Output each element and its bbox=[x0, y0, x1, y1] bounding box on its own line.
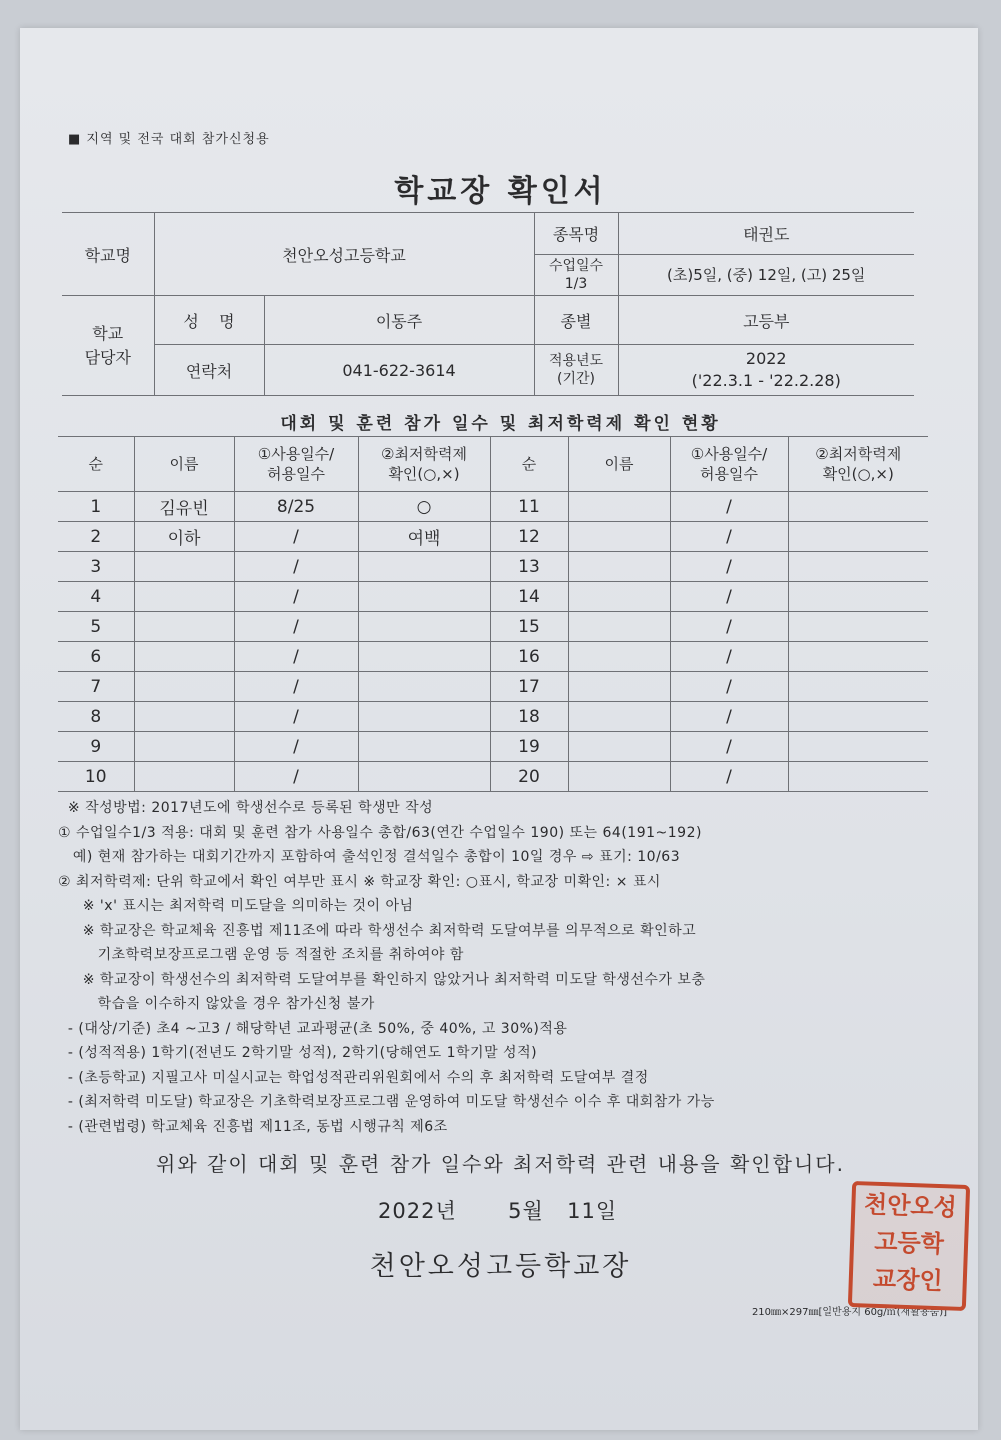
cell-check bbox=[788, 672, 928, 702]
cell-no: 13 bbox=[490, 552, 568, 582]
event-value: 태권도 bbox=[618, 213, 914, 255]
header-name: 이름 bbox=[568, 437, 670, 492]
table-row bbox=[58, 642, 928, 672]
date-year: 2022년 bbox=[378, 1199, 457, 1223]
cell-no: 20 bbox=[490, 762, 568, 792]
cell-no: 18 bbox=[490, 702, 568, 732]
note-line: ※ 'x' 표시는 최저학력 미도달을 의미하는 것이 아님 bbox=[58, 898, 414, 914]
cell-name bbox=[134, 612, 234, 642]
cell-name bbox=[134, 552, 234, 582]
table-row bbox=[58, 702, 928, 732]
contact-value: 041-622-3614 bbox=[264, 345, 534, 396]
event-label: 종목명 bbox=[534, 213, 618, 255]
table-row bbox=[58, 612, 928, 642]
cell-check bbox=[788, 612, 928, 642]
cell-name bbox=[568, 522, 670, 552]
cell-check: 여백 bbox=[358, 522, 490, 552]
cell-no: 19 bbox=[490, 732, 568, 762]
year-label: 적용년도 (기간) bbox=[534, 345, 618, 396]
note-line: - (초등학교) 지필고사 미실시교는 학업성적관리위원회에서 수의 후 최저학력 도달여부 결정 bbox=[58, 1069, 649, 1086]
name-label: 성 명 bbox=[154, 296, 264, 345]
cell-days: / bbox=[670, 642, 788, 672]
cell-check bbox=[358, 762, 490, 792]
cell-check bbox=[788, 552, 928, 582]
cell-name bbox=[568, 672, 670, 702]
cell-name bbox=[568, 702, 670, 732]
cell-no: 2 bbox=[58, 522, 134, 552]
issue-date bbox=[378, 1195, 617, 1225]
cell-name bbox=[568, 582, 670, 612]
cell-no: 7 bbox=[58, 672, 134, 702]
division-label: 종별 bbox=[534, 296, 618, 345]
cell-name bbox=[568, 612, 670, 642]
header-no: 순 bbox=[58, 437, 134, 492]
roster-table bbox=[58, 436, 928, 792]
cell-check bbox=[358, 642, 490, 672]
cell-check bbox=[788, 582, 928, 612]
cell-check bbox=[788, 702, 928, 732]
table-row bbox=[58, 552, 928, 582]
cell-no: 5 bbox=[58, 612, 134, 642]
cell-days: / bbox=[234, 702, 358, 732]
seal-line: 교장인 bbox=[872, 1263, 944, 1296]
cell-no: 6 bbox=[58, 642, 134, 672]
header-check: ②최저학력제 확인(○,×) bbox=[788, 437, 928, 492]
cell-days: / bbox=[670, 732, 788, 762]
class-days-label: 수업일수 1/3 bbox=[534, 254, 618, 296]
signer-name: 천안오성고등학교장 bbox=[369, 1251, 632, 1282]
top-note: ■ 지역 및 전국 대회 참가신청용 bbox=[68, 132, 270, 147]
note-line: 예) 현재 참가하는 대회기간까지 포함하여 출석인정 결석일수 총합이 10일 경우 ⇨ 표기: 10/63 bbox=[58, 849, 681, 865]
cell-days: / bbox=[234, 612, 358, 642]
note-line: - (관련법령) 학교체육 진흥법 제11조, 동법 시행규칙 제6조 bbox=[58, 1118, 448, 1135]
cell-check bbox=[358, 702, 490, 732]
cell-no: 9 bbox=[58, 732, 134, 762]
cell-check bbox=[358, 672, 490, 702]
cell-name bbox=[134, 702, 234, 732]
footer-paper-spec: 210㎜×297㎜[일반용지 60g/㎡(재활용품)] bbox=[751, 1307, 947, 1318]
cell-days: / bbox=[234, 582, 358, 612]
cell-check bbox=[788, 762, 928, 792]
header-days: ①사용일수/ 허용일수 bbox=[670, 437, 788, 492]
page-title: 학교장 확인서 bbox=[394, 174, 607, 209]
notes-block bbox=[58, 796, 938, 1139]
cell-no: 1 bbox=[58, 492, 134, 522]
cell-days: / bbox=[670, 552, 788, 582]
cell-days: / bbox=[234, 642, 358, 672]
cell-days: / bbox=[670, 702, 788, 732]
cell-no: 8 bbox=[58, 702, 134, 732]
official-seal bbox=[848, 1181, 970, 1311]
cell-check bbox=[358, 582, 490, 612]
cell-check bbox=[358, 612, 490, 642]
cell-check bbox=[788, 492, 928, 522]
cell-name bbox=[568, 492, 670, 522]
date-day: 11일 bbox=[567, 1199, 618, 1223]
cell-days: / bbox=[234, 522, 358, 552]
note-line: ※ 작성방법: 2017년도에 학생선수로 등록된 학생만 작성 bbox=[58, 800, 434, 816]
cell-days: / bbox=[234, 762, 358, 792]
cell-days: / bbox=[670, 672, 788, 702]
cell-days: 8/25 bbox=[234, 492, 358, 522]
table-row bbox=[58, 672, 928, 702]
name-value: 이동주 bbox=[264, 296, 534, 345]
cell-check bbox=[358, 732, 490, 762]
cell-name: 김유빈 bbox=[134, 492, 234, 522]
cell-days: / bbox=[234, 552, 358, 582]
cell-days: / bbox=[670, 762, 788, 792]
table-row bbox=[58, 492, 928, 522]
cell-name bbox=[134, 672, 234, 702]
cell-check bbox=[788, 522, 928, 552]
cell-check bbox=[358, 552, 490, 582]
cell-name: 이하 bbox=[134, 522, 234, 552]
note-line: ① 수업일수1/3 적용: 대회 및 훈련 참가 사용일수 총합/63(연간 수업일수 190) 또는 64(191~192) bbox=[58, 824, 702, 841]
header-no: 순 bbox=[490, 437, 568, 492]
cell-no: 15 bbox=[490, 612, 568, 642]
note-line: ② 최저학력제: 단위 학교에서 확인 여부만 표시 ※ 학교장 확인: ○표시, 학교장 미확인: × 표시 bbox=[58, 873, 661, 890]
note-line: 기초학력보장프로그램 운영 등 적절한 조치를 취하여야 함 bbox=[58, 947, 464, 963]
cell-check: ○ bbox=[358, 492, 490, 522]
cell-name bbox=[134, 582, 234, 612]
table-row bbox=[58, 762, 928, 792]
cell-no: 11 bbox=[490, 492, 568, 522]
cell-no: 14 bbox=[490, 582, 568, 612]
table-row bbox=[58, 582, 928, 612]
division-value: 고등부 bbox=[618, 296, 914, 345]
seal-line: 고등학 bbox=[873, 1226, 945, 1259]
school-name: 천안오성고등학교 bbox=[154, 213, 534, 296]
note-line: - (대상/기준) 초4 ~고3 / 해당학년 교과평균(초 50%, 중 40%, 고 30%)적용 bbox=[58, 1020, 568, 1037]
cell-no: 16 bbox=[490, 642, 568, 672]
note-line: ※ 학교장은 학교체육 진흥법 제11조에 따라 학생선수 최저학력 도달여부를 의무적으로 확인하고 bbox=[58, 922, 697, 939]
cell-name bbox=[134, 762, 234, 792]
note-line: 학습을 이수하지 않았을 경우 참가신청 불가 bbox=[58, 996, 375, 1012]
school-label: 학교명 bbox=[62, 213, 154, 296]
header-name: 이름 bbox=[134, 437, 234, 492]
cell-no: 4 bbox=[58, 582, 134, 612]
date-month: 5월 bbox=[508, 1199, 544, 1223]
cell-name bbox=[568, 642, 670, 672]
year-value: 2022 ('22.3.1 - '22.2.28) bbox=[618, 345, 914, 396]
cell-no: 3 bbox=[58, 552, 134, 582]
cell-no: 10 bbox=[58, 762, 134, 792]
class-days-value: (초)5일, (중) 12일, (고) 25일 bbox=[618, 254, 914, 296]
contact-label: 연락처 bbox=[154, 345, 264, 396]
table-row bbox=[58, 732, 928, 762]
info-table bbox=[62, 212, 914, 396]
note-line: - (최저학력 미도달) 학교장은 기초학력보장프로그램 운영하여 미도달 학생선수 이수 후 대회참가 가능 bbox=[58, 1094, 715, 1110]
cell-days: / bbox=[670, 582, 788, 612]
cell-check bbox=[788, 642, 928, 672]
seal-line: 천안오성 bbox=[863, 1189, 958, 1222]
roster-subtitle: 대회 및 훈련 참가 일수 및 최저학력제 확인 현황 bbox=[280, 414, 721, 434]
cell-name bbox=[568, 762, 670, 792]
cell-days: / bbox=[670, 492, 788, 522]
cell-name bbox=[134, 732, 234, 762]
cell-name bbox=[568, 732, 670, 762]
cell-days: / bbox=[234, 732, 358, 762]
confirm-statement: 위와 같이 대회 및 훈련 참가 일수와 최저학력 관련 내용을 확인합니다. bbox=[156, 1152, 845, 1176]
cell-name bbox=[134, 642, 234, 672]
note-line: - (성적적용) 1학기(전년도 2학기말 성적), 2학기(당해연도 1학기말 성적) bbox=[58, 1045, 538, 1061]
cell-days: / bbox=[670, 612, 788, 642]
cell-days: / bbox=[234, 672, 358, 702]
staff-label: 학교 담당자 bbox=[62, 296, 154, 396]
table-row bbox=[58, 522, 928, 552]
header-check: ②최저학력제 확인(○,×) bbox=[358, 437, 490, 492]
cell-no: 17 bbox=[490, 672, 568, 702]
cell-check bbox=[788, 732, 928, 762]
header-days: ①사용일수/ 허용일수 bbox=[234, 437, 358, 492]
cell-days: / bbox=[670, 522, 788, 552]
cell-name bbox=[568, 552, 670, 582]
note-line: ※ 학교장이 학생선수의 최저학력 도달여부를 확인하지 않았거나 최저학력 미도달 학생선수가 보충 bbox=[58, 971, 706, 988]
cell-no: 12 bbox=[490, 522, 568, 552]
